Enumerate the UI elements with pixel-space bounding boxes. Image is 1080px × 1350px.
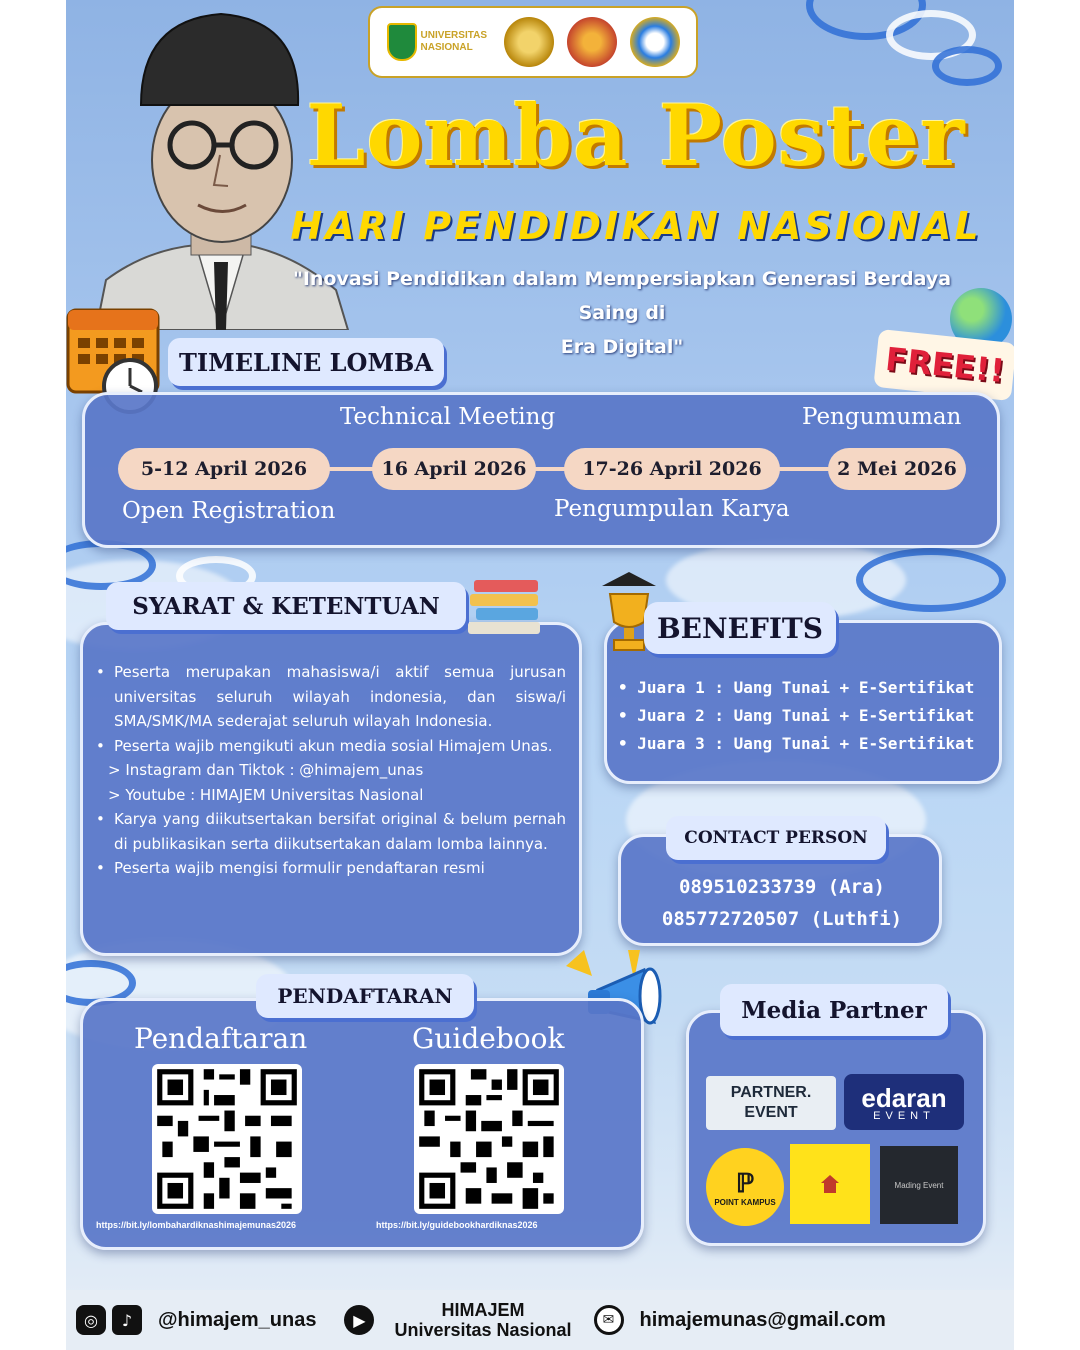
edaran-event-logo <box>844 1074 964 1130</box>
footer <box>66 1290 1014 1350</box>
list-item: • Juara 1 : Uang Tunai + E-Sertifikat <box>618 674 998 702</box>
syarat-title: SYARAT & KETENTUAN <box>106 582 466 630</box>
faculty-logo <box>567 17 617 67</box>
timeline-date-submission: 17-26 April 2026 <box>564 448 780 490</box>
list-item: • Peserta merupakan mahasiswa/i aktif semua jurusan universitas seluruh wilayah indonesia, dan siswa/i SMA/SMK/MA sederajat seluruh wilayah Indonesia. <box>94 660 566 734</box>
contact-email[interactable]: himajemunas@gmail.com <box>639 1308 886 1331</box>
contact-phone-1: 089510233739 (Ara) <box>679 876 885 898</box>
universitas-nasional-logo <box>387 23 491 61</box>
pendaftaran-title: PENDAFTARAN <box>256 974 474 1018</box>
timeline-connector <box>778 467 830 471</box>
universitas-nasional-logo-text: UNIVERSITAS NASIONAL <box>420 30 487 53</box>
point-kampus-mark: ℙ <box>735 1167 755 1198</box>
media-partner-title: Media Partner <box>720 984 948 1036</box>
registration-qr-code[interactable] <box>152 1064 302 1214</box>
house-icon <box>819 1173 841 1195</box>
edaran-logo-text: edaran <box>861 1082 947 1113</box>
instagram-icon[interactable]: ◎ <box>76 1305 106 1335</box>
social-handle[interactable]: @himajem_unas <box>158 1308 317 1331</box>
list-item: • Peserta wajib mengikuti akun media sosial Himajem Unas. <box>94 734 566 759</box>
list-item: > Youtube : HIMAJEM Universitas Nasional <box>108 785 424 804</box>
theme-line-1: "Inovasi Pendidikan dalam Mempersiapkan Generasi Berdaya Saing di <box>292 268 952 324</box>
batik-cloud-decoration <box>932 46 1002 86</box>
guidebook-heading: Guidebook <box>412 1022 565 1055</box>
list-item: > Instagram dan Tiktok : @himajem_unas <box>108 761 424 779</box>
guidebook-qr-code[interactable] <box>414 1064 564 1214</box>
qr-code-icon <box>414 1064 564 1214</box>
timeline-date-registration: 5-12 April 2026 <box>118 448 330 490</box>
main-title: Lomba Poster <box>306 86 966 185</box>
poster <box>66 0 1014 1350</box>
list-item: • Karya yang diikutsertakan bersifat original & belum pernah di publikasikan serta diikutsertakan dalam lomba lainnya. <box>94 807 566 856</box>
syarat-list <box>94 660 566 881</box>
organization-logo <box>630 17 680 67</box>
footer-organization <box>394 1300 571 1340</box>
guidebook-url[interactable]: https://bit.ly/guidebookhardiknas2026 <box>376 1220 538 1230</box>
timeline-label-pengumuman: Pengumuman <box>802 404 962 430</box>
himajem-logo <box>504 17 554 67</box>
sub-title: HARI PENDIDIKAN NASIONAL <box>290 204 982 248</box>
point-kampus-logo <box>706 1148 784 1226</box>
qr-code-icon <box>152 1064 302 1214</box>
timeline-label-pengumpulan-karya: Pengumpulan Karya <box>554 496 790 522</box>
list-item: • Peserta wajib mengisi formulir pendaftaran resmi <box>94 856 566 881</box>
timeline-label-technical-meeting: Technical Meeting <box>340 404 556 430</box>
contact-title: CONTACT PERSON <box>666 816 886 860</box>
theme-line-2: Era Digital" <box>560 336 684 358</box>
list-item: • Juara 2 : Uang Tunai + E-Sertifikat <box>618 702 998 730</box>
logo-bar <box>368 6 698 78</box>
list-item: • Juara 3 : Uang Tunai + E-Sertifikat <box>618 730 998 758</box>
benefits-title: BENEFITS <box>644 602 836 654</box>
timeline-connector <box>532 467 568 471</box>
timeline-date-announcement: 2 Mei 2026 <box>828 448 966 490</box>
tiktok-icon[interactable]: ♪ <box>112 1305 142 1335</box>
youtube-icon[interactable]: ▶ <box>344 1305 374 1335</box>
organization-university: Universitas Nasional <box>394 1320 572 1340</box>
timeline-date-technical-meeting: 16 April 2026 <box>372 448 536 490</box>
mading-event-logo: Mading Event <box>880 1146 958 1224</box>
benefits-list <box>618 674 998 758</box>
shield-icon <box>387 23 417 61</box>
registration-url[interactable]: https://bit.ly/lombahardiknashimajemunas2026 <box>96 1220 297 1230</box>
organization-name: HIMAJEM <box>441 1300 525 1320</box>
books-icon <box>468 574 544 646</box>
point-kampus-text: POINT KAMPUS <box>714 1197 776 1207</box>
contact-phone-2: 085772720507 (Luthfi) <box>661 908 903 930</box>
pendaftaran-heading: Pendaftaran <box>134 1022 308 1055</box>
partner-event-logo: PARTNER. EVENT <box>706 1076 836 1130</box>
email-icon[interactable]: ✉ <box>594 1305 624 1335</box>
free-badge: FREE!! <box>873 329 1014 401</box>
timeline-label-open-registration: Open Registration <box>122 498 336 524</box>
timeline-title: TIMELINE LOMBA <box>168 338 444 386</box>
batik-cloud-decoration <box>856 548 1006 612</box>
edaran-logo-subtext: EVENT <box>873 1109 935 1122</box>
media-partner-logo <box>790 1144 870 1224</box>
timeline-connector <box>328 467 376 471</box>
